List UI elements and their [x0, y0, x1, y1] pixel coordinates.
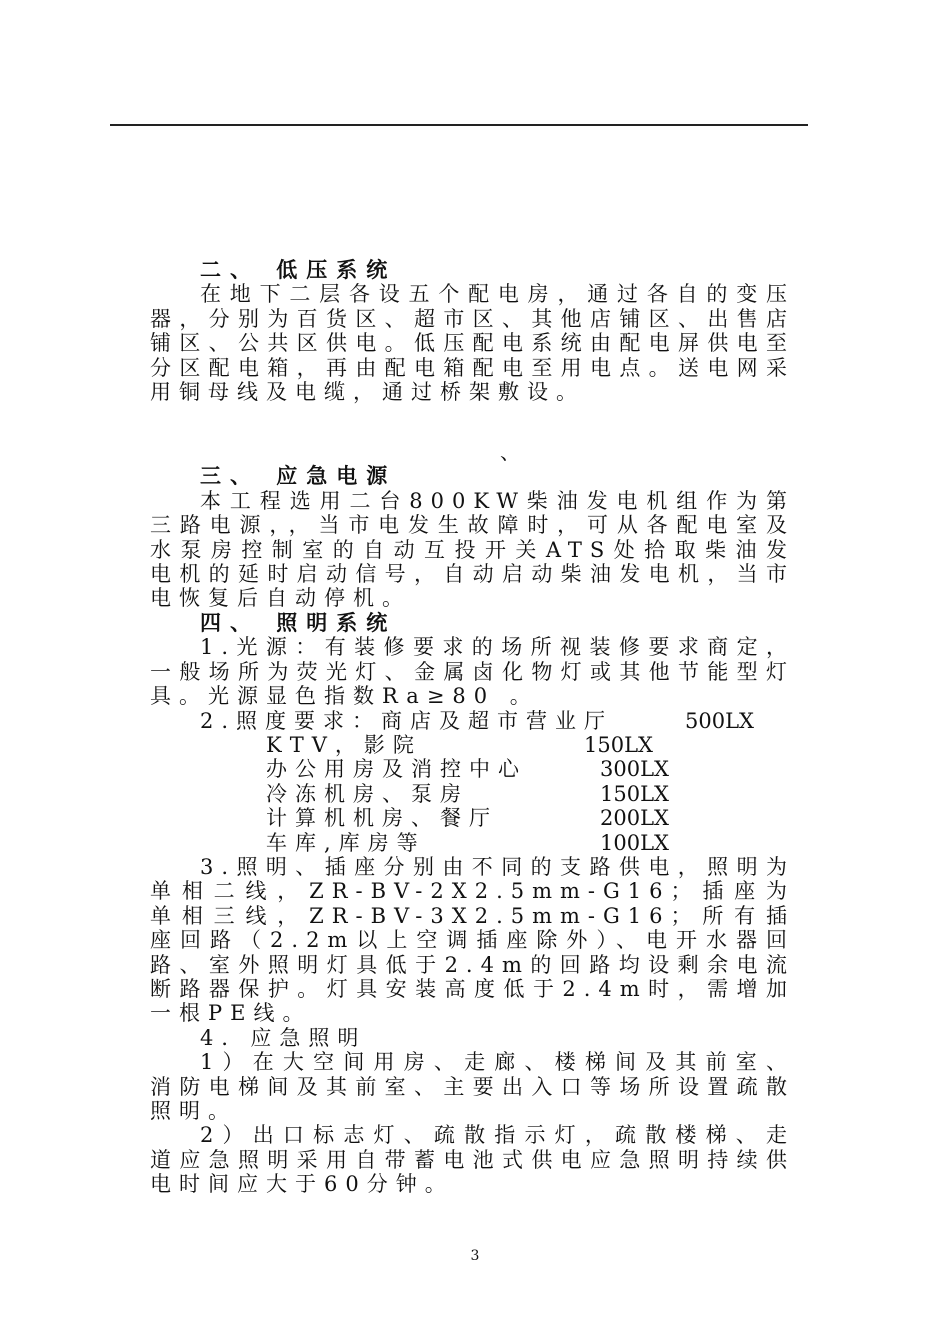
section-title-emergency-power: 三、 应急电源 [200, 463, 397, 489]
illuminance-value: 100LX [600, 830, 669, 855]
spacer [150, 428, 795, 446]
paragraph-emergency-power: 本工程选用二台800KW柴油发电机组作为第三路电源，，当市电发生故障时，可从各配电室及水泵房控制室的自动互投开关ATS处拾取柴油发电机的延时启动信号，自动启动柴油发电机，当市电恢复后自动停机。 [150, 488, 795, 611]
emergency-lighting-item-1: 1）在大空间用房、走廊、楼梯间及其前室、消防电梯间及其前室、主要出入口等场所设置疏散照明。 [150, 1050, 795, 1123]
illuminance-place: KTV，影院 [266, 732, 422, 757]
illuminance-value: 200LX [600, 806, 669, 831]
header-rule [110, 124, 808, 126]
page-number: 3 [470, 1248, 480, 1264]
illuminance-lead-text: 2.照度要求：商店及超市营业厅 [200, 708, 614, 733]
illuminance-row [150, 806, 795, 830]
spacer [150, 446, 795, 464]
illuminance-row [150, 733, 795, 757]
illuminance-row [150, 757, 795, 781]
illuminance-value: 150LX [600, 781, 669, 806]
emergency-lighting-title: 4．应急照明 [200, 1025, 367, 1050]
illuminance-value: 300LX [600, 757, 669, 782]
illuminance-value: 150LX [584, 732, 653, 757]
illuminance-place: 车库,库房等 [266, 830, 426, 855]
illuminance-place: 办公用房及消控中心 [266, 757, 527, 782]
lighting-item-circuits: 3.照明、插座分别由不同的支路供电，照明为单相二线，ZR-BV-2X2.5mm-G16；插座为单相三线，ZR-BV-3X2.5mm-G16；所有插座回路（2.2m以上空调插座除外）、电开水器回路、室外照明灯具低于2.4m的回路均设剩余电流断路器保护。灯具安装高度低于2.4m时，需增加一根PE线。 [150, 854, 795, 1026]
document-body [150, 258, 795, 1197]
illuminance-row-lead [150, 709, 795, 733]
section-title-lighting: 四、 照明系统 [200, 609, 397, 635]
section-title-low-voltage: 二、 低压系统 [200, 257, 397, 282]
lighting-item-light-source: 1.光源：有装修要求的场所视装修要求商定，一般场所为荧光灯、金属卤化物灯或其他节能型灯具。光源显色指数Ra≥80 。 [150, 635, 795, 709]
emergency-lighting-item-2: 2）出口标志灯、疏散指示灯，疏散楼梯、走道应急照明采用自带蓄电池式供电应急照明持续供电时间应大于60分钟。 [150, 1123, 795, 1197]
stray-punctuation-mark: 、 [500, 440, 520, 464]
spacer [150, 404, 795, 428]
illuminance-place: 计算机机房、餐厅 [266, 806, 498, 831]
paragraph-low-voltage: 在地下二层各设五个配电房，通过各自的变压器，分别为百货区、超市区、其他店铺区、出售店铺区、公共区供电。低压配电系统由配电屏供电至分区配电箱，再由配电箱配电至用电点。送电网采用铜母线及电缆，通过桥架敷设。 [150, 282, 795, 405]
illuminance-row [150, 831, 795, 855]
illuminance-lead-value: 500LX [685, 708, 754, 733]
illuminance-place: 冷冻机房、泵房 [266, 781, 469, 806]
illuminance-row [150, 782, 795, 806]
